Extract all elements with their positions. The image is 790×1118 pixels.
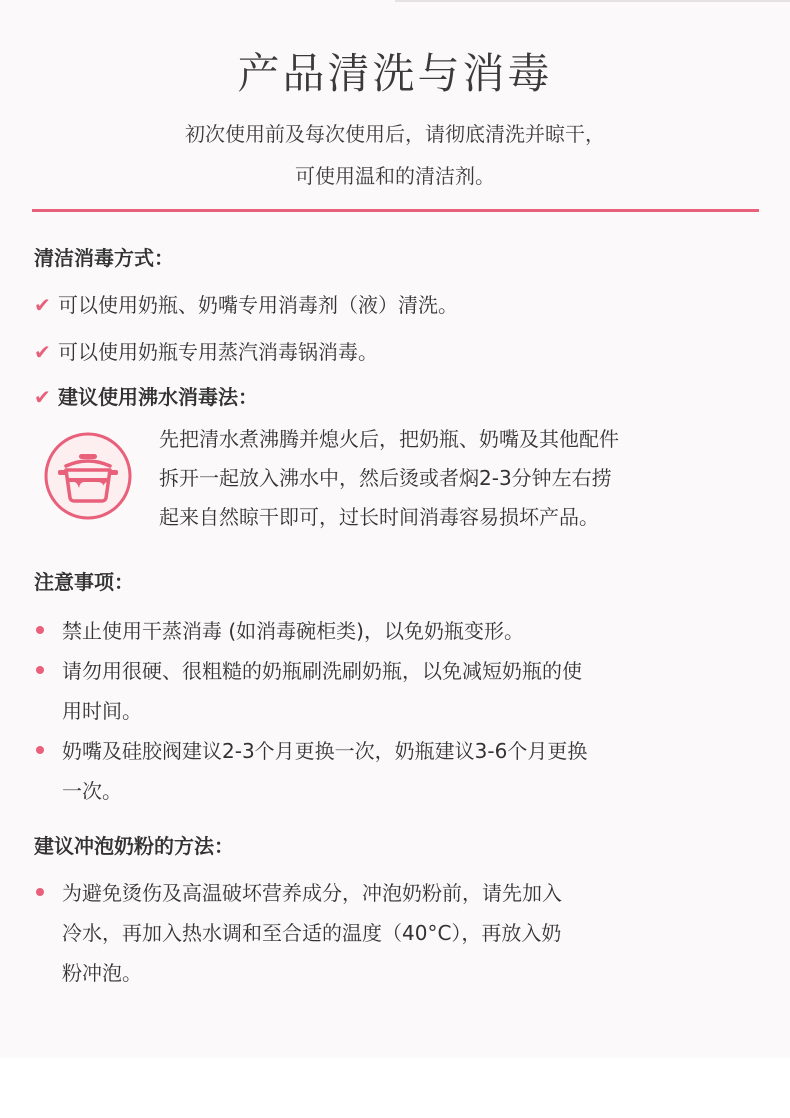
boil-line-2: 拆开一起放入沸水中，然后烫或者焖2-3分钟左右捞 <box>159 466 612 490</box>
formula-item-line: 为避免烫伤及高温破坏营养成分，冲泡奶粉前，请先加入 <box>62 881 562 905</box>
notes-item-line: 禁止使用干蒸消毒 (如消毒碗柜类)，以免奶瓶变形。 <box>62 619 524 643</box>
bullet-dot <box>36 666 44 674</box>
formula-item-1 <box>34 873 759 993</box>
boiling-pot-icon <box>44 432 132 520</box>
check-icon: ✔ <box>34 385 51 409</box>
subtitle-line-2: 可使用温和的清洁剂。 <box>295 164 495 188</box>
cleaning-item-1 <box>34 290 458 320</box>
notes-heading: 注意事项： <box>34 570 134 594</box>
bullet-dot <box>36 888 44 896</box>
formula-item-line: 粉冲泡。 <box>62 961 142 985</box>
cleaning-heading: 清洁消毒方式： <box>34 246 174 270</box>
top-rule <box>395 0 790 2</box>
notes-item-line: 请勿用很硬、很粗糙的奶瓶刷洗刷奶瓶，以免减短奶瓶的使 <box>62 659 582 683</box>
subtitle-line-1: 初次使用前及每次使用后，请彻底清洗并晾干， <box>185 122 605 146</box>
cleaning-item-3 <box>34 382 258 412</box>
bullet-dot <box>36 626 44 634</box>
boil-line-3: 起来自然晾干即可，过长时间消毒容易损坏产品。 <box>159 505 599 529</box>
formula-item-line: 冷水，再加入热水调和至合适的温度（40°C），再放入奶 <box>62 921 562 945</box>
cleaning-item-text: 建议使用沸水消毒法： <box>58 385 258 409</box>
notes-item-line: 一次。 <box>62 779 122 803</box>
notes-item-3 <box>34 731 759 811</box>
check-icon: ✔ <box>34 340 51 364</box>
boil-line-1: 先把清水煮沸腾并熄火后，把奶瓶、奶嘴及其他配件 <box>159 427 619 451</box>
notes-item-line: 奶嘴及硅胶阀建议2-3个月更换一次，奶瓶建议3-6个月更换 <box>62 739 588 763</box>
bullet-dot <box>36 746 44 754</box>
check-icon: ✔ <box>34 293 51 317</box>
page-footer-area <box>0 1058 790 1118</box>
notes-item-line: 用时间。 <box>62 699 142 723</box>
accent-divider <box>32 209 759 212</box>
cleaning-item-2 <box>34 337 378 367</box>
cleaning-item-text: 可以使用奶瓶专用蒸汽消毒锅消毒。 <box>58 340 378 364</box>
notes-item-1 <box>34 611 759 651</box>
notes-item-2 <box>34 651 759 731</box>
formula-heading: 建议冲泡奶粉的方法： <box>34 834 234 858</box>
boil-method-paragraph <box>159 420 759 537</box>
page-title: 产品清洗与消毒 <box>237 49 553 98</box>
cleaning-item-text: 可以使用奶瓶、奶嘴专用消毒剂（液）清洗。 <box>58 293 458 317</box>
